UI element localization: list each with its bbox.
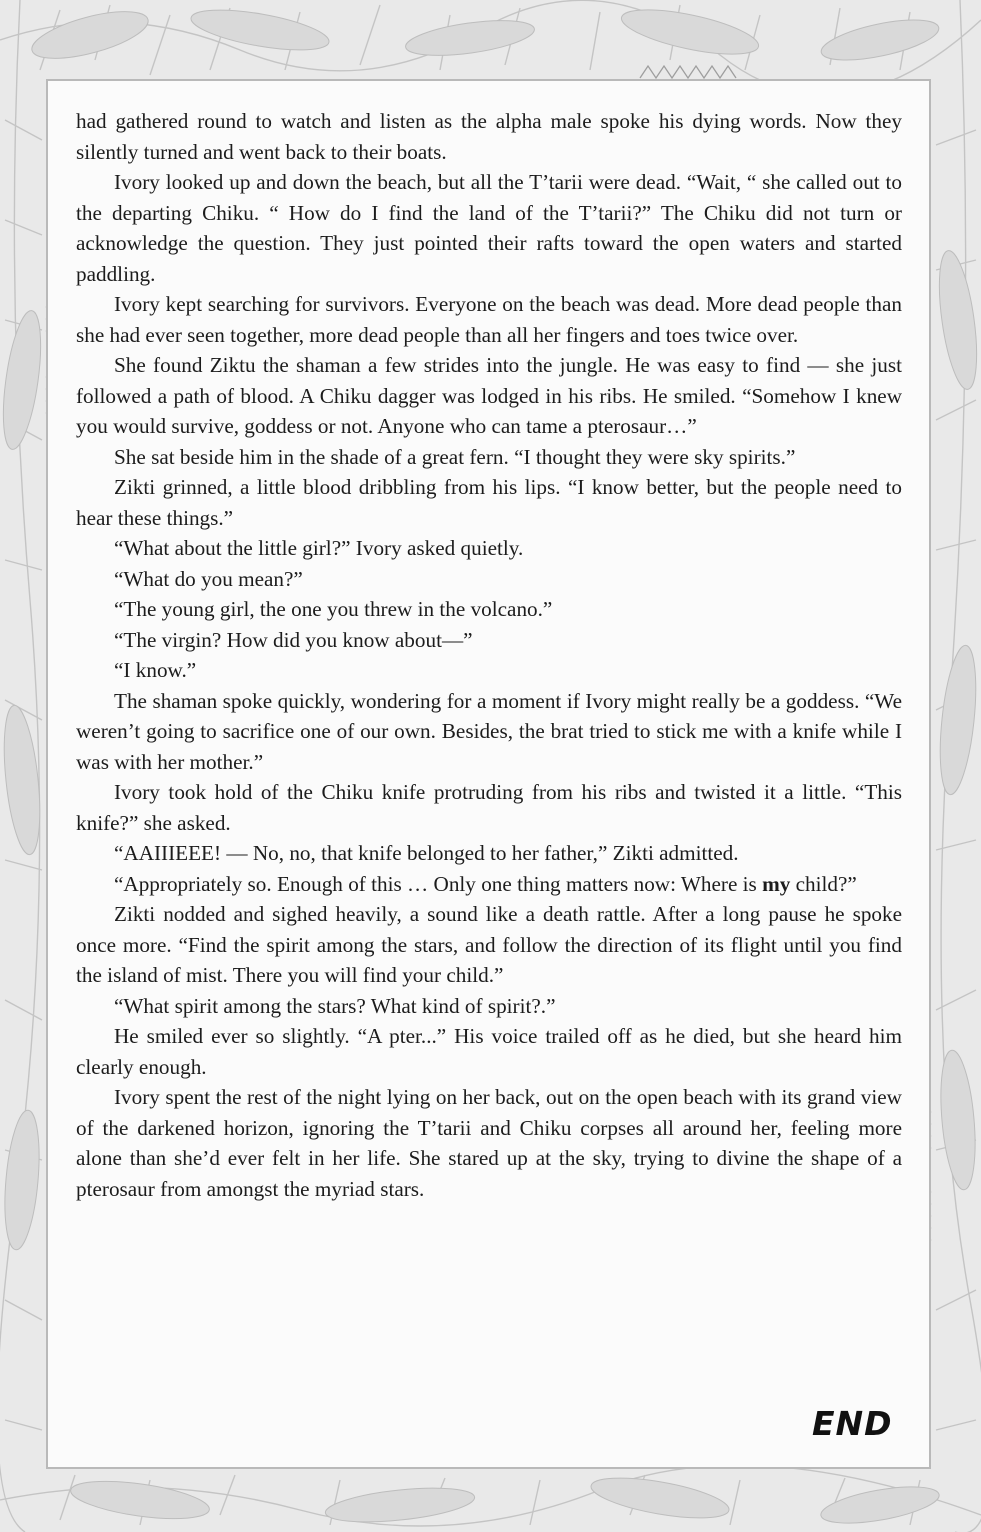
paragraph: Zikti nodded and sighed heavily, a sound like a death rattle. After a long pause he spoke once more. “Find the spirit among the stars, and follow the direction of its flight until you find the island of mist. There you will find your child.” <box>76 902 902 987</box>
paragraph-child-question <box>76 869 902 900</box>
paragraph: She sat beside him in the shade of a great fern. “I thought they were sky spirits.” <box>114 444 796 469</box>
paragraph: He smiled ever so slightly. “A pter...” His voice trailed off as he died, but she heard him clearly enough. <box>76 1024 902 1079</box>
paragraph-text: child?” <box>790 871 857 896</box>
paragraph-text: “Appropriately so. Enough of this … Only one thing matters now: Where is <box>114 871 763 896</box>
story-text <box>76 106 902 1204</box>
paragraph: had gathered round to watch and listen as the alpha male spoke his dying words. Now they silently turned and went back to their boats. <box>76 109 902 164</box>
paragraph: “What about the little girl?” Ivory asked quietly. <box>114 536 524 560</box>
paragraph: Ivory looked up and down the beach, but all the T’tarii were dead. “Wait, “ she called out to the departing Chiku. “ How do I find the land of the T’tarii?” The Chiku did not turn or acknowledge the question. They just pointed their rafts toward the open waters and started paddling. <box>76 170 902 286</box>
paragraph: “What spirit among the stars? What kind of spirit?.” <box>114 993 556 1018</box>
paragraph: She found Ziktu the shaman a few strides into the jungle. He was easy to find — she just followed a path of blood. A Chiku dagger was lodged in his ribs. He smiled. “Somehow I knew you would survive, goddess or not. Anyone who can tame a pterosaur…” <box>76 353 902 438</box>
emphasis-my: my <box>762 871 791 896</box>
paragraph: “The young girl, the one you threw in the volcano.” <box>114 597 553 621</box>
paragraph: Ivory took hold of the Chiku knife protruding from his ribs and twisted it a little. “This knife?” she asked. <box>76 780 902 835</box>
paragraph: “I know.” <box>114 658 197 682</box>
paragraph: “The virgin? How did you know about—” <box>114 627 473 652</box>
paragraph: Zikti grinned, a little blood dribbling from his lips. “I know better, but the people need to hear these things.” <box>76 475 902 530</box>
paragraph: Ivory spent the rest of the night lying on her back, out on the open beach with its grand view of the darkened horizon, ignoring the T’tarii and Chiku corpses all around her, feeling more alone than she’d ever felt in her life. She stared up at the sky, trying to divine the shape of a pterosaur from amongst the myriad stars. <box>76 1085 902 1201</box>
end-label: END <box>812 1404 893 1443</box>
paragraph: “What do you mean?” <box>114 566 303 591</box>
paragraph: “AAIIIEEE! — No, no, that knife belonged to her father,” Zikti admitted. <box>114 841 739 865</box>
paragraph: The shaman spoke quickly, wondering for a moment if Ivory might really be a goddess. “We weren’t going to sacrifice one of our own. Besides, the brat tried to stick me with a knife while I was with her mother.” <box>76 688 902 774</box>
paragraph: Ivory kept searching for survivors. Everyone on the beach was dead. More dead people than she had ever seen together, more dead people than all her fingers and toes twice over. <box>76 292 902 347</box>
